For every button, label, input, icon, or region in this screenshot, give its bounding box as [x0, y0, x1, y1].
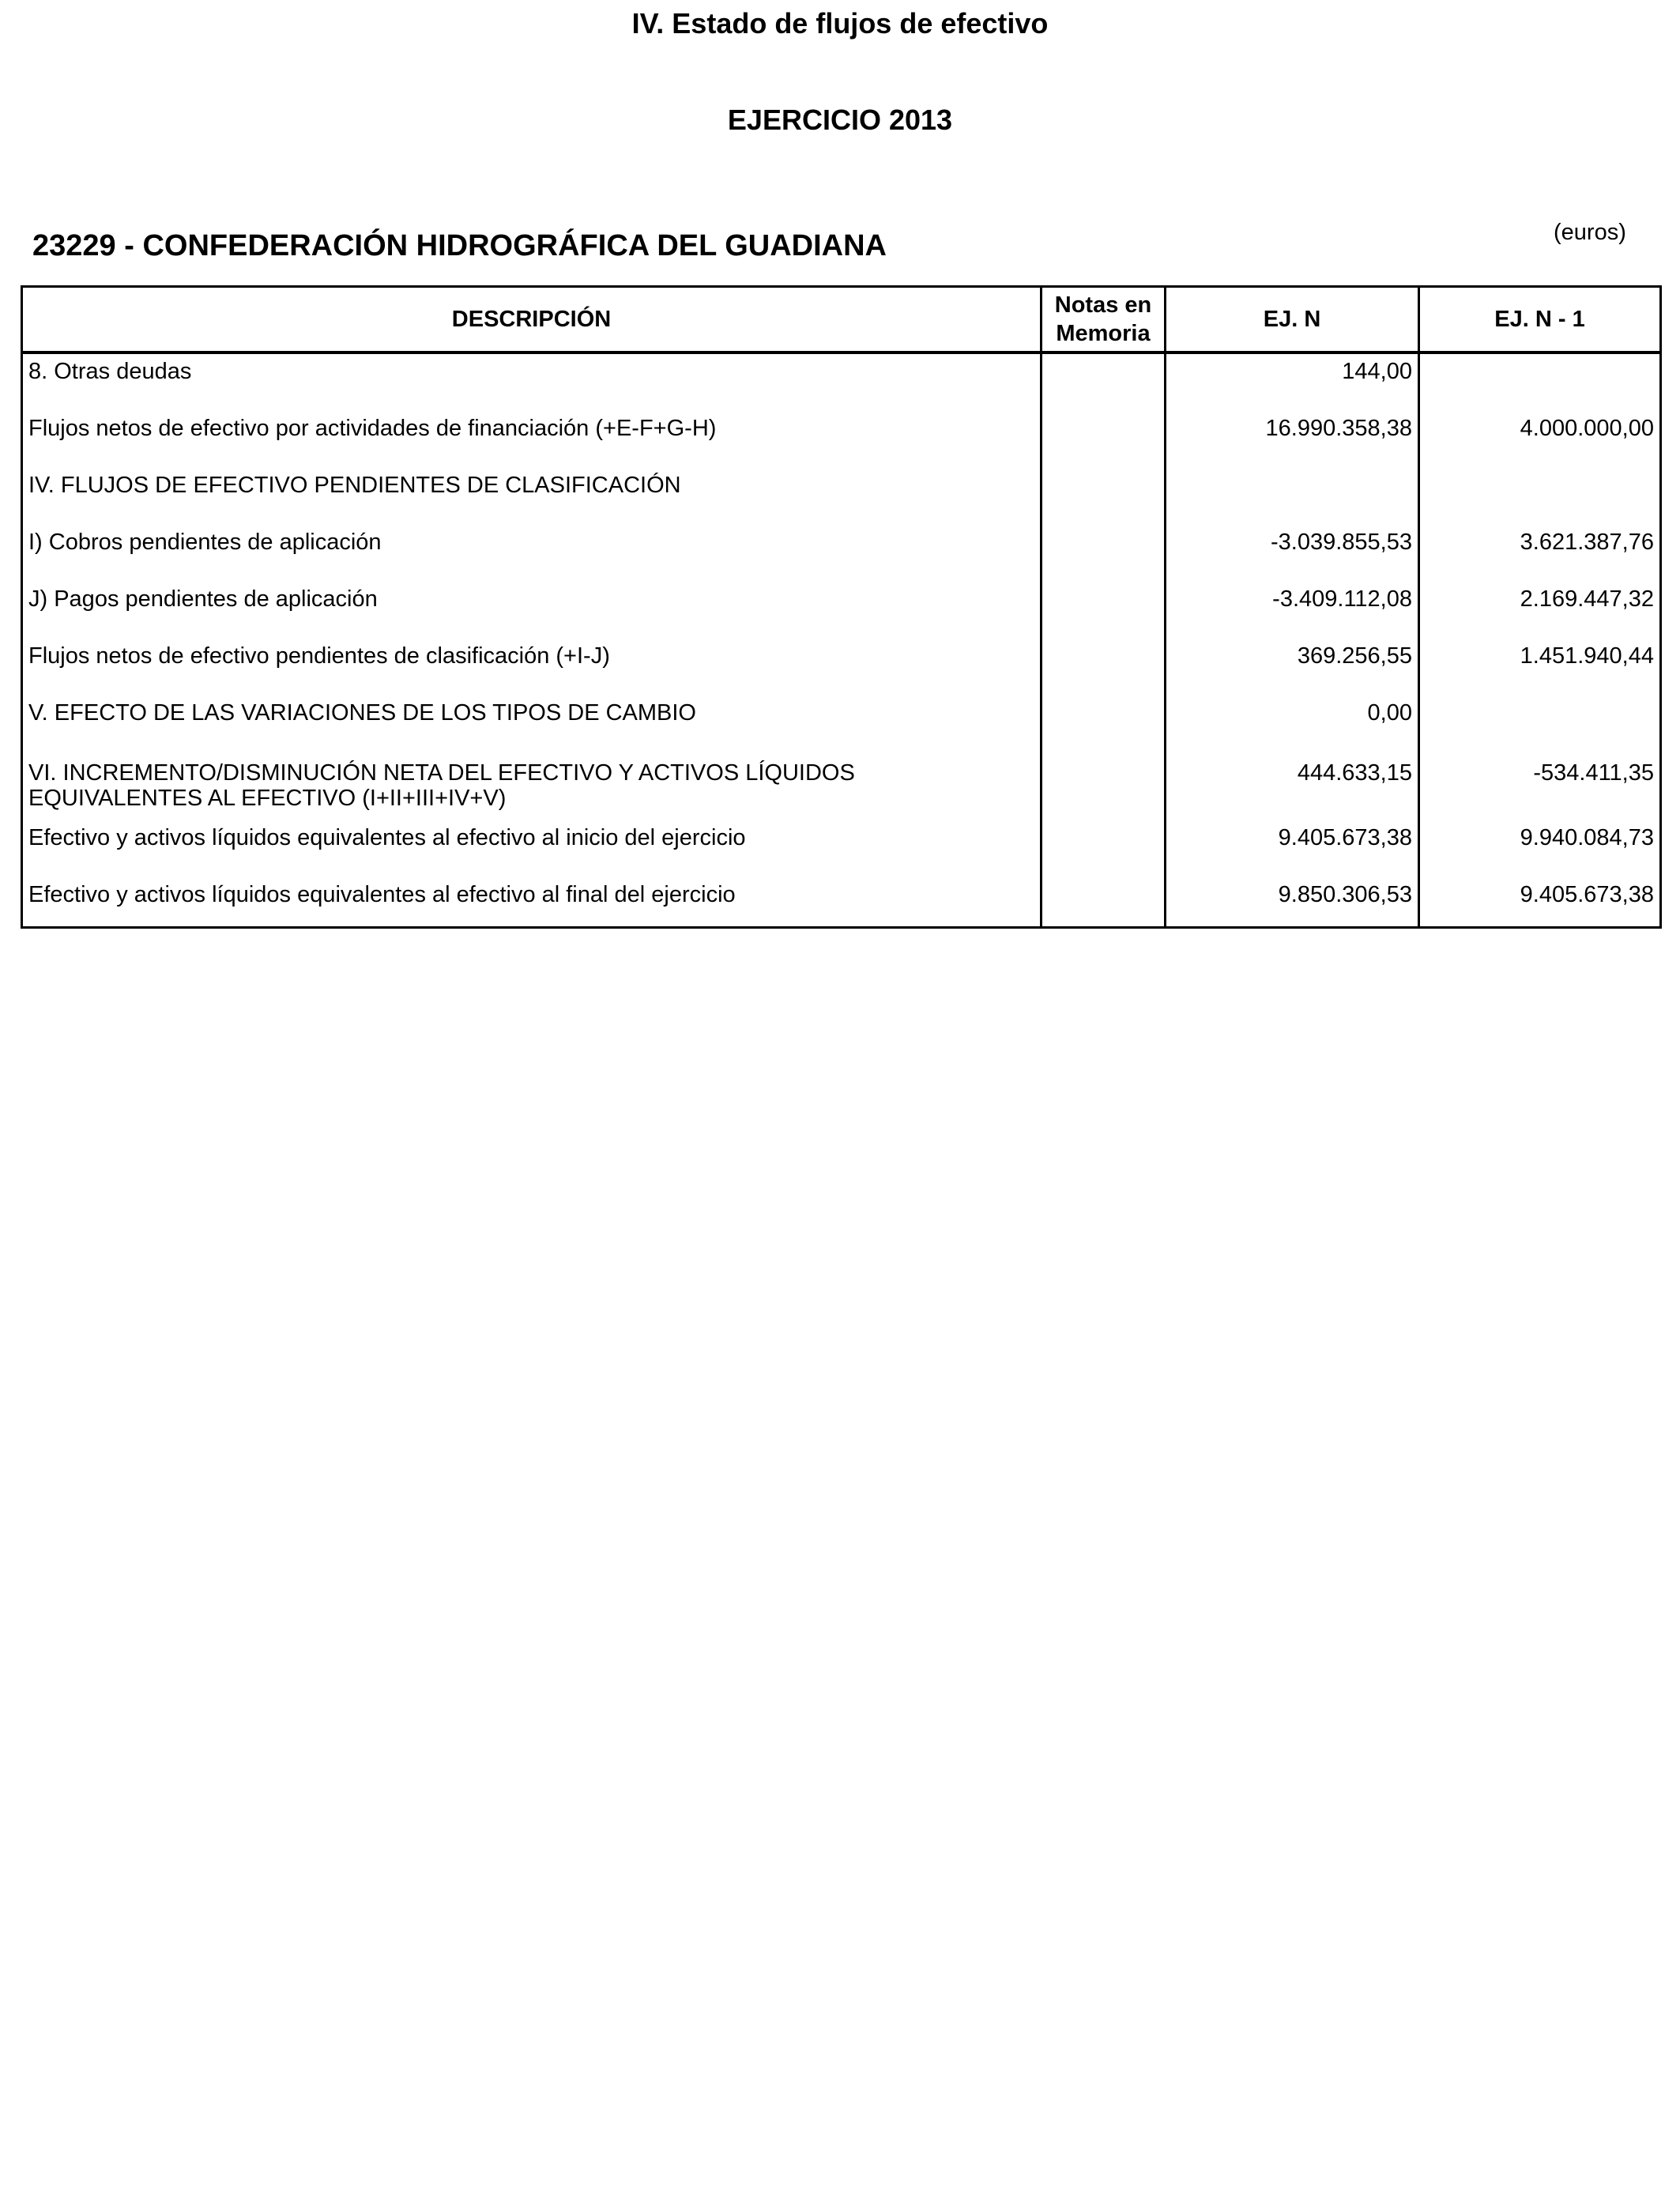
row-description: Efectivo y activos líquidos equivalentes al efectivo al inicio del ejercicio [22, 820, 1042, 877]
row-notes [1042, 752, 1166, 820]
row-description: J) Pagos pendientes de aplicación [22, 582, 1042, 639]
column-header-previous-year: EJ. N - 1 [1419, 287, 1661, 353]
row-current-value: 144,00 [1166, 352, 1419, 411]
report-title: IV. Estado de flujos de efectivo [631, 7, 1049, 40]
table-row [22, 352, 1661, 411]
row-previous-value [1419, 352, 1661, 411]
row-notes [1042, 468, 1166, 525]
row-description: I) Cobros pendientes de aplicación [22, 525, 1042, 582]
row-previous-value: 9.940.084,73 [1419, 820, 1661, 877]
table-row [22, 877, 1661, 928]
row-notes [1042, 696, 1166, 752]
row-description: Flujos netos de efectivo por actividades de financiación (+E-F+G-H) [22, 411, 1042, 468]
row-previous-value: 2.169.447,32 [1419, 582, 1661, 639]
row-notes [1042, 352, 1166, 411]
row-notes [1042, 411, 1166, 468]
row-previous-value [1419, 468, 1661, 525]
column-header-notes: Notas en Memoria [1042, 287, 1166, 353]
table-row [22, 696, 1661, 752]
table-row [22, 752, 1661, 820]
row-description: Flujos netos de efectivo pendientes de clasificación (+I-J) [22, 639, 1042, 696]
units-label: (euros) [1554, 220, 1626, 245]
row-previous-value: 1.451.940,44 [1419, 639, 1661, 696]
column-header-current-year: EJ. N [1166, 287, 1419, 353]
row-previous-value [1419, 696, 1661, 752]
entity-name: 23229 - CONFEDERACIÓN HIDROGRÁFICA DEL GUADIANA [32, 229, 887, 262]
row-previous-value: 4.000.000,00 [1419, 411, 1661, 468]
row-notes [1042, 525, 1166, 582]
row-current-value [1166, 468, 1419, 525]
table-row [22, 525, 1661, 582]
row-current-value: 0,00 [1166, 696, 1419, 752]
table-row [22, 468, 1661, 525]
row-current-value: 9.850.306,53 [1166, 877, 1419, 928]
row-current-value: -3.409.112,08 [1166, 582, 1419, 639]
row-current-value: 444.633,15 [1166, 752, 1419, 820]
column-header-description: DESCRIPCIÓN [22, 287, 1042, 353]
row-description: IV. FLUJOS DE EFECTIVO PENDIENTES DE CLASIFICACIÓN [22, 468, 1042, 525]
row-current-value: 9.405.673,38 [1166, 820, 1419, 877]
row-current-value: -3.039.855,53 [1166, 525, 1419, 582]
row-previous-value: 9.405.673,38 [1419, 877, 1661, 928]
table-row [22, 639, 1661, 696]
row-previous-value: 3.621.387,76 [1419, 525, 1661, 582]
row-description: 8. Otras deudas [22, 352, 1042, 411]
fiscal-year: EJERCICIO 2013 [727, 104, 953, 136]
row-notes [1042, 639, 1166, 696]
row-current-value: 16.990.358,38 [1166, 411, 1419, 468]
row-previous-value: -534.411,35 [1419, 752, 1661, 820]
table-row [22, 820, 1661, 877]
cash-flow-table [21, 285, 1662, 929]
row-notes [1042, 877, 1166, 928]
table-row [22, 582, 1661, 639]
row-description: Efectivo y activos líquidos equivalentes al efectivo al final del ejercicio [22, 877, 1042, 928]
row-description: V. EFECTO DE LAS VARIACIONES DE LOS TIPOS DE CAMBIO [22, 696, 1042, 752]
table-header-row [22, 287, 1661, 353]
row-description: VI. INCREMENTO/DISMINUCIÓN NETA DEL EFECTIVO Y ACTIVOS LÍQUIDOS EQUIVALENTES AL EFECTIVO (I+II+III+IV+V) [22, 752, 1042, 820]
row-current-value: 369.256,55 [1166, 639, 1419, 696]
table-row [22, 411, 1661, 468]
row-notes [1042, 820, 1166, 877]
row-notes [1042, 582, 1166, 639]
